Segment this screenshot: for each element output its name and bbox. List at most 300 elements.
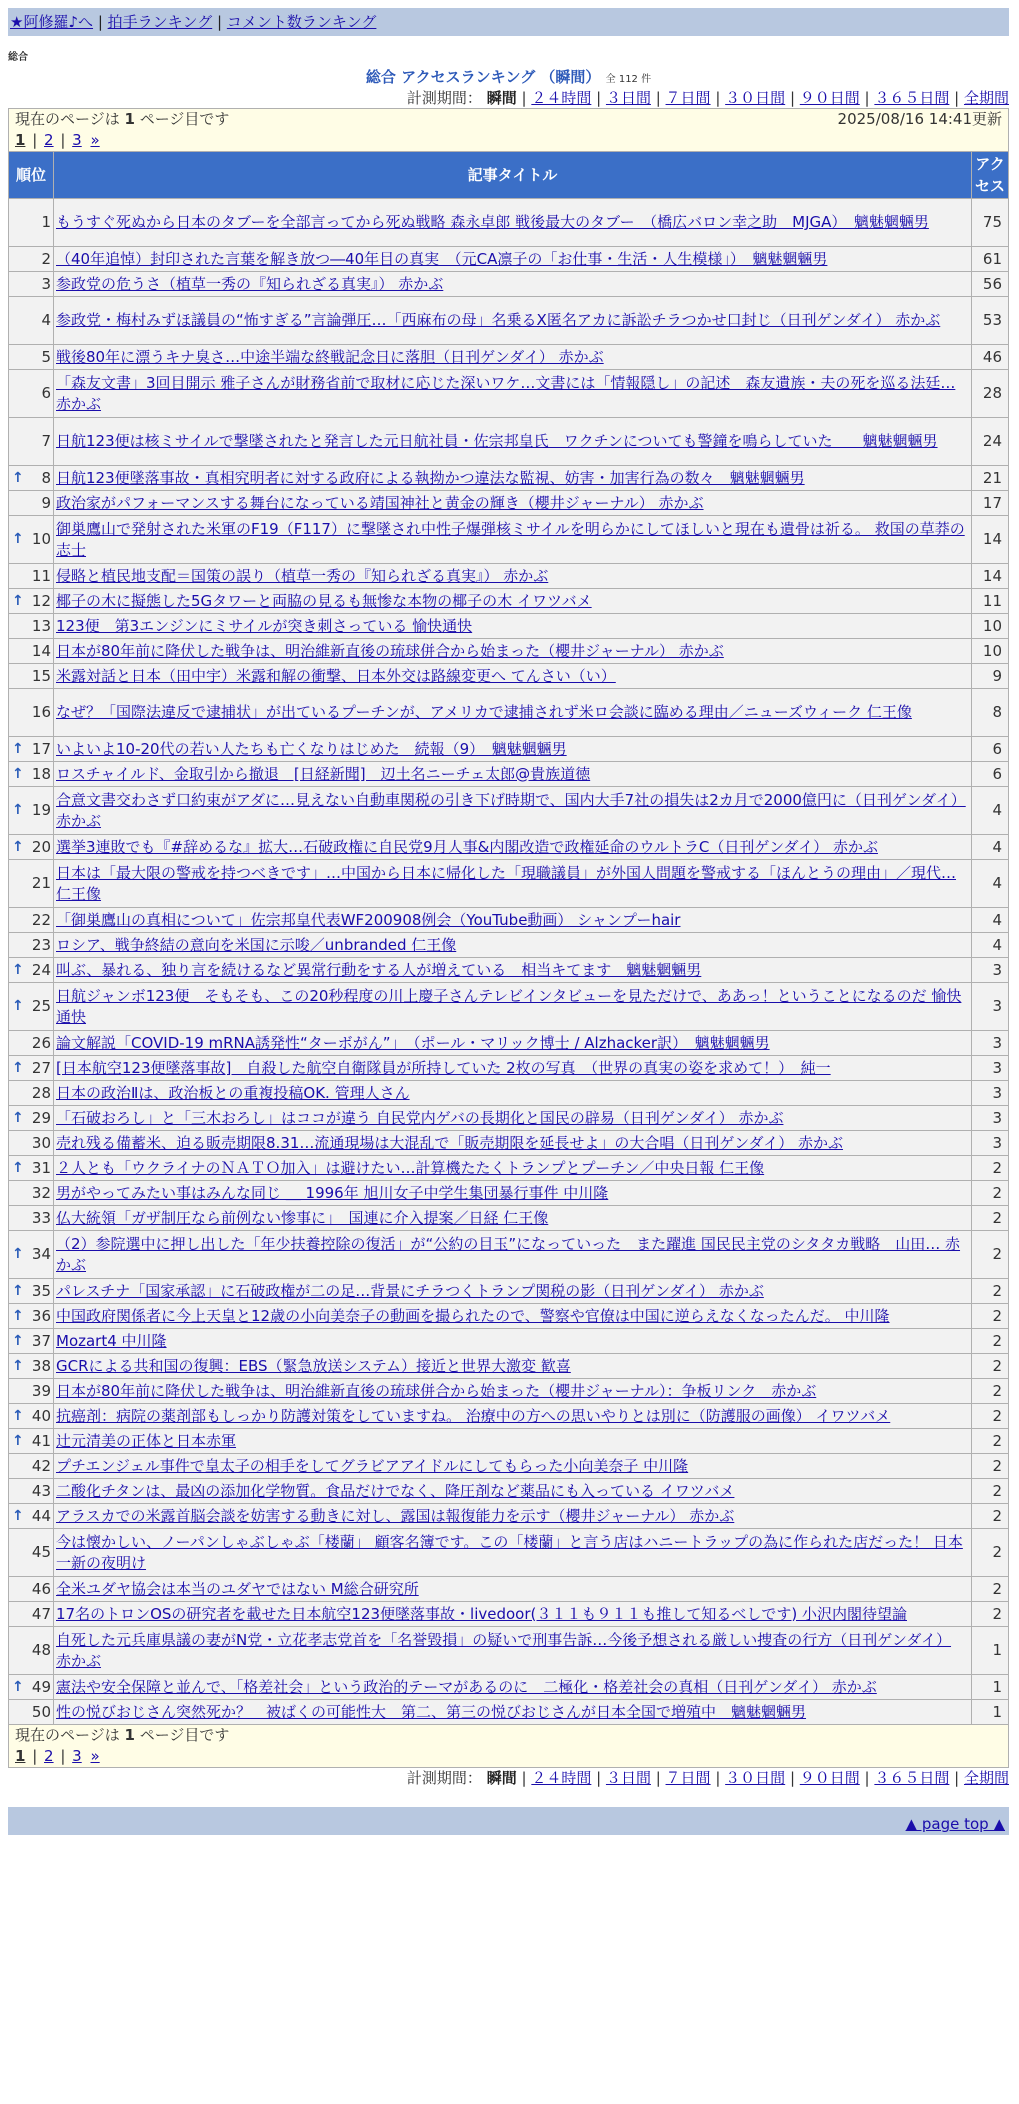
title-cell: [54, 908, 972, 933]
article-link[interactable]: 二酸化チタンは、最凶の添加化学物質。食品だけでなく、降圧剤など薬品にも入っている イワツバメ: [56, 1481, 735, 1500]
period-label: 計測期間：: [406, 89, 482, 107]
home-link[interactable]: ★阿修羅♪へ: [10, 13, 94, 31]
access-count: 56: [971, 272, 1008, 297]
rank-cell: [9, 664, 54, 689]
rank-number: 15: [31, 666, 51, 685]
table-row: [9, 1504, 1009, 1529]
rank-cell: [9, 958, 54, 983]
rank-up-arrow-icon: ↑: [12, 802, 24, 818]
table-row: [9, 1156, 1009, 1181]
title-cell: [54, 1156, 972, 1181]
title-cell: [54, 958, 972, 983]
article-link[interactable]: 「森友文書」3回目開示 雅子さんが財務省前で取材に応じた深いワケ…文書には「情報隠し」の記述 森友遺族・夫の死を巡る法廷… 赤かぶ: [56, 373, 956, 413]
title-cell: [54, 247, 972, 272]
article-link[interactable]: 政治家がパフォーマンスする舞台になっている靖国神社と黄金の輝き（櫻井ジャーナル） 赤かぶ: [56, 493, 704, 512]
rank-cell: [9, 933, 54, 958]
rank-up-arrow-icon: ↑: [12, 765, 24, 782]
period-link[interactable]: ３６５日間: [874, 89, 950, 107]
rank-up-arrow-icon: ↑: [12, 1059, 24, 1076]
rank-cell: [9, 1329, 54, 1354]
table-row: [9, 370, 1009, 418]
ranking-table: [8, 108, 1009, 1768]
table-row: [9, 1354, 1009, 1379]
article-link[interactable]: 叫ぶ、暴れる、独り言を続けるなど異常行動をする人が増えている 相当キてます 魑魅魍魎男: [56, 960, 702, 979]
rank-cell: [9, 1479, 54, 1504]
next-page-link[interactable]: »: [90, 131, 100, 149]
table-row: [9, 1675, 1009, 1700]
article-link[interactable]: 「石破おろし」と「三木おろし」はココが違う 自民党内ゲバの長期化と国民の辟易（日刊ゲンダイ） 赤かぶ: [56, 1108, 784, 1127]
access-count: 2: [971, 1504, 1008, 1529]
rank-cell: [9, 1529, 54, 1577]
table-row: [9, 247, 1009, 272]
rank-cell: [9, 589, 54, 614]
rank-cell: [9, 689, 54, 737]
page-link[interactable]: 3: [72, 131, 82, 149]
rank-cell: [9, 1379, 54, 1404]
rank-number: 8: [41, 468, 51, 487]
title-cell: [54, 1206, 972, 1231]
access-count: 24: [971, 418, 1008, 466]
rank-number: 34: [31, 1245, 51, 1263]
article-link[interactable]: （2）参院選中に押し出した「年少扶養控除の復活」が“公約の目玉”になっていった また躍進 国民民主党のシタタカ戦略 山田… 赤かぶ: [56, 1234, 961, 1274]
period-link[interactable]: ３日間: [605, 1769, 651, 1787]
rank-number: 13: [31, 616, 51, 635]
rank-up-arrow-icon: ↑: [12, 1507, 24, 1524]
rank-number: 33: [31, 1208, 51, 1227]
access-count: 17: [971, 491, 1008, 516]
rank-cell: [9, 1081, 54, 1106]
article-link[interactable]: 侵略と植民地支配＝国策の誤り（植草一秀の『知られざる真実』） 赤かぶ: [56, 566, 549, 585]
access-count: 3: [971, 1131, 1008, 1156]
access-count: 2: [971, 1577, 1008, 1602]
page-wrapper: [8, 8, 1009, 1835]
article-link[interactable]: プチエンジェル事件で皇太子の相手をしてグラビアアイドルにしてもらった小向美奈子 中川隆: [56, 1456, 689, 1475]
article-link[interactable]: パレスチナ「国家承認」に石破政権が二の足…背景にチラつくトランプ関税の影（日刊ゲンダイ） 赤かぶ: [56, 1281, 764, 1300]
page-current: 1: [15, 1747, 26, 1765]
rank-number: 27: [31, 1058, 51, 1077]
table-row: [9, 1627, 1009, 1675]
period-link[interactable]: ３０日間: [725, 1769, 786, 1787]
period-selector-bottom: [8, 1768, 1009, 1788]
rank-number: 4: [41, 311, 51, 329]
title-cell: [54, 1379, 972, 1404]
article-link[interactable]: 日本は「最大限の警戒を持つべきです」…中国から日本に帰化した「現職議員」が外国人問題を警戒する「ほんとうの理由」／現代… 仁王像: [56, 863, 957, 903]
table-row: [9, 1577, 1009, 1602]
rank-number: 18: [31, 764, 51, 783]
table-row: [9, 787, 1009, 835]
comment-ranking-link[interactable]: コメント数ランキング: [226, 13, 377, 31]
rank-up-arrow-icon: ↑: [12, 1109, 24, 1126]
rank-cell: [9, 908, 54, 933]
period-link[interactable]: ３６５日間: [874, 1769, 950, 1787]
title-cell: [54, 664, 972, 689]
title-cell: [54, 860, 972, 908]
table-row: [9, 983, 1009, 1031]
title-cell: [54, 614, 972, 639]
access-count: 4: [971, 787, 1008, 835]
access-count: 3: [971, 1056, 1008, 1081]
title-cell: [54, 689, 972, 737]
table-row: [9, 958, 1009, 983]
article-link[interactable]: 辻元清美の正体と日本赤軍: [56, 1431, 237, 1450]
period-label: 計測期間：: [406, 1769, 482, 1787]
rank-cell: [9, 1675, 54, 1700]
title-cell: [54, 762, 972, 787]
rank-cell: [9, 491, 54, 516]
period-link[interactable]: ９０日間: [799, 1769, 860, 1787]
period-link[interactable]: 全期間: [963, 89, 1009, 107]
table-row: [9, 1279, 1009, 1304]
title-cell: [54, 1354, 972, 1379]
rank-cell: [9, 737, 54, 762]
article-link[interactable]: 戦後80年に漂うキナ臭さ…中途半端な終戦記念日に落胆（日刊ゲンダイ） 赤かぶ: [56, 347, 604, 366]
title-cell: [54, 1304, 972, 1329]
article-link[interactable]: GCRによる共和国の復興：EBS（緊急放送システム）接近と世界大激変 歓喜: [56, 1356, 571, 1375]
rank-number: 16: [31, 703, 51, 721]
table-row: [9, 1181, 1009, 1206]
rank-number: 49: [31, 1677, 51, 1696]
table-row: [9, 1304, 1009, 1329]
rank-up-arrow-icon: ↑: [12, 1307, 24, 1324]
rank-up-arrow-icon: ↑: [12, 1432, 24, 1449]
rank-cell: [9, 1700, 54, 1725]
article-link[interactable]: 日本が80年前に降伏した戦争は、明治維新直後の琉球併合から始まった（櫻井ジャーナル）：争板リンク 赤かぶ: [56, 1381, 817, 1400]
rank-cell: [9, 787, 54, 835]
current-page-text: 現在のページは 1 ページ目です: [15, 1726, 230, 1744]
table-header: [9, 152, 1009, 199]
title-cell: [54, 1404, 972, 1429]
updated-time: 2025/08/16 14:41更新: [837, 110, 1002, 128]
rank-number: 44: [31, 1506, 51, 1525]
rank-number: 3: [41, 274, 51, 293]
article-link[interactable]: アラスカでの米露首脳会談を妨害する動きに対し、露国は報復能力を示す（櫻井ジャーナル） 赤かぶ: [56, 1506, 735, 1525]
period-link[interactable]: ７日間: [665, 1769, 711, 1787]
table-row: [9, 1131, 1009, 1156]
rank-number: 50: [31, 1702, 51, 1721]
table-row: [9, 199, 1009, 247]
rank-cell: [9, 1106, 54, 1131]
access-count: 2: [971, 1231, 1008, 1279]
article-link[interactable]: 抗癌剤：病院の薬剤部もしっかり防護対策をしていますね。 治療中の方への思いやりとは別に（防護服の画像） イワツバメ: [56, 1406, 891, 1425]
rank-cell: [9, 835, 54, 860]
rank-number: 48: [31, 1641, 51, 1659]
page-top-link[interactable]: ▲ page top ▲: [905, 1815, 1005, 1833]
rank-cell: [9, 1602, 54, 1627]
rank-up-arrow-icon: ↑: [12, 961, 24, 978]
rank-number: 9: [41, 493, 51, 512]
article-link[interactable]: 日航ジャンボ123便 そもそも、この20秒程度の川上慶子さんテレビインタビューを見ただけで、ああっ！ということになるのだ 愉快通快: [56, 986, 962, 1026]
article-link[interactable]: もうすぐ死ぬから日本のタブーを全部言ってから死ぬ戦略 森永卓郎 戦後最大のタブー （橋広バロン幸之助 MJGA） 魑魅魍魎男: [56, 213, 929, 231]
access-count: 46: [971, 345, 1008, 370]
title-cell: [54, 418, 972, 466]
article-link[interactable]: 合意文書交わさず口約束がアダに…見えない自動車関税の引き下げ時期で、国内大手7社の損失は2カ月で2000億円に（日刊ゲンダイ） 赤かぶ: [56, 790, 966, 830]
article-link[interactable]: いよいよ10-20代の若い人たちも亡くなりはじめた 続報（9） 魑魅魍魎男: [56, 739, 567, 758]
article-link[interactable]: 仏大統領「ガザ制圧なら前例ない惨事に」 国連に介入提案／日経 仁王像: [56, 1208, 549, 1227]
access-count: 1: [971, 1700, 1008, 1725]
title-cell: [54, 1056, 972, 1081]
rank-cell: [9, 1354, 54, 1379]
table-row: [9, 297, 1009, 345]
page-link[interactable]: 3: [72, 1747, 82, 1765]
access-count: 2: [971, 1304, 1008, 1329]
table-row: [9, 1081, 1009, 1106]
access-count: 2: [971, 1454, 1008, 1479]
period-link[interactable]: 全期間: [963, 1769, 1009, 1787]
article-link[interactable]: 売れ残る備蓄米、迫る販売期限8.31…流通現場は大混乱で「販売期限を延長せよ」の大合唱（日刊ゲンダイ） 赤かぶ: [56, 1133, 843, 1152]
article-link[interactable]: ２人とも「ウクライナのＮＡＴＯ加入」は避けたい…計算機たたくトランプとプーチン／中央日報 仁王像: [56, 1158, 765, 1177]
table-row: [9, 466, 1009, 491]
rank-cell: [9, 272, 54, 297]
rank-cell: [9, 1577, 54, 1602]
access-count: 6: [971, 737, 1008, 762]
period-link[interactable]: ３０日間: [725, 89, 786, 107]
access-count: 28: [971, 370, 1008, 418]
table-row: [9, 516, 1009, 564]
article-link[interactable]: [日本航空123便墜落事故] 自殺した航空自衛隊員が所持していた 2枚の写真 （世界の真実の姿を求めて！） 純一: [56, 1058, 831, 1077]
item-count: 全 112 件: [605, 74, 652, 85]
rank-number: 41: [31, 1431, 51, 1450]
title-cell: [54, 1131, 972, 1156]
title-cell: [54, 491, 972, 516]
rank-cell: [9, 1206, 54, 1231]
article-link[interactable]: 17名のトロンOSの研究者を載せた日本航空123便墜落事故・livedoor(３１１も９１１も推して知るべしです) 小沢内閣待望論: [56, 1604, 908, 1623]
clap-ranking-link[interactable]: 拍手ランキング: [107, 13, 213, 31]
title-cell: [54, 787, 972, 835]
rank-number: 25: [31, 997, 51, 1015]
article-link[interactable]: 男がやってみたい事はみんな同じ ＿ 1996年 旭川女子中学生集団暴行事件 中川隆: [56, 1183, 609, 1202]
access-count: 21: [971, 466, 1008, 491]
title-cell: [54, 983, 972, 1031]
access-count: 8: [971, 689, 1008, 737]
rank-up-arrow-icon: ↑: [12, 592, 24, 609]
article-link[interactable]: 日本が80年前に降伏した戦争は、明治維新直後の琉球併合から始まった（櫻井ジャーナル） 赤かぶ: [56, 641, 724, 660]
rank-cell: [9, 762, 54, 787]
article-link[interactable]: 米露対話と日本（田中宇）米露和解の衝撃、日本外交は路線変更へ てんさい（い）: [56, 666, 616, 685]
rank-up-arrow-icon: ↑: [12, 1282, 24, 1299]
table-row: [9, 1404, 1009, 1429]
table-row: [9, 1056, 1009, 1081]
access-count: 10: [971, 639, 1008, 664]
access-count: 14: [971, 516, 1008, 564]
rank-up-arrow-icon: ↑: [12, 1678, 24, 1695]
title-cell: [54, 370, 972, 418]
rank-number: 7: [41, 432, 51, 450]
rank-number: 29: [31, 1108, 51, 1127]
article-link[interactable]: ロスチャイルド、金取引から撤退 [日経新聞] 辺土名ニーチェ太郎@貴族道徳: [56, 764, 591, 783]
title-cell: [54, 1279, 972, 1304]
page-link[interactable]: 2: [44, 131, 54, 149]
rank-cell: [9, 639, 54, 664]
rank-cell: [9, 1454, 54, 1479]
article-link[interactable]: 日航123便は核ミサイルで撃墜されたと発言した元日航社員・佐宗邦皇氏 ワクチンについても警鐘を鳴らしていた 魑魅魍魎男: [56, 432, 938, 450]
title-cell: [54, 1577, 972, 1602]
article-link[interactable]: Mozart4 中川隆: [56, 1331, 167, 1350]
info-bar-bottom: [9, 1725, 1009, 1768]
title-cell: [54, 1454, 972, 1479]
article-link[interactable]: 性の悦びおじさん突然死か？ 被ばくの可能性大 第二、第三の悦びおじさんが日本全国で増殖中 魑魅魍魎男: [56, 1702, 807, 1721]
title-cell: [54, 1479, 972, 1504]
access-count: 61: [971, 247, 1008, 272]
rank-up-arrow-icon: ↑: [12, 469, 24, 486]
info-bar-top: [9, 109, 1009, 152]
period-link[interactable]: ３日間: [605, 89, 651, 107]
rank-up-arrow-icon: ↑: [12, 531, 24, 547]
title-cell: [54, 564, 972, 589]
article-link[interactable]: 日本の政治Ⅱは、政治板との重複投稿OK. 管理人さん: [56, 1083, 410, 1102]
rank-number: 40: [31, 1406, 51, 1425]
top-nav: [8, 8, 1009, 36]
article-link[interactable]: 全米ユダヤ協会は本当のユダヤではない M総合研究所: [56, 1579, 419, 1598]
page-title: [8, 66, 1009, 88]
title-cell: [54, 1602, 972, 1627]
title-cell: [54, 272, 972, 297]
rank-cell: [9, 1156, 54, 1181]
rank-cell: [9, 1279, 54, 1304]
access-count: 3: [971, 1106, 1008, 1131]
table-row: [9, 1106, 1009, 1131]
access-count: 2: [971, 1429, 1008, 1454]
article-link[interactable]: 日航123便墜落事故・真相究明者に対する政府による執拗かつ違法な監視、妨害・加害行為の数々 魑魅魍魎男: [56, 468, 805, 487]
title-cell: [54, 297, 972, 345]
table-row: [9, 1529, 1009, 1577]
article-link[interactable]: 御巣鷹山で発射された米軍のF19（F117）に撃墜され中性子爆弾核ミサイルを明らかにしてほしいと現在も遺骨は祈る。 救国の草莽の志士: [56, 519, 965, 559]
access-count: 75: [971, 199, 1008, 247]
table-row: [9, 1031, 1009, 1056]
period-links: | ２４時間 | ３日間 | ７日間 | ３０日間 | ９０日間 | ３６５日間 | 全期間: [521, 89, 1009, 107]
table-row: [9, 1454, 1009, 1479]
rank-number: 36: [31, 1306, 51, 1325]
period-links: | ２４時間 | ３日間 | ７日間 | ３０日間 | ９０日間 | ３６５日間 | 全期間: [521, 1769, 1009, 1787]
title-cell: [54, 1675, 972, 1700]
nav-separator: |: [217, 13, 223, 31]
rank-cell: [9, 614, 54, 639]
category-tag: 総合: [8, 52, 28, 63]
table-row: [9, 1206, 1009, 1231]
article-link[interactable]: 参政党・梅村みずほ議員の“怖すぎる”言論弾圧…「西麻布の母」名乗るX匿名アカに訴訟チラつかせ口封じ（日刊ゲンダイ） 赤かぶ: [56, 311, 941, 329]
access-count: 1: [971, 1627, 1008, 1675]
period-selector-top: [8, 88, 1009, 108]
table-row: [9, 272, 1009, 297]
header-rank: 順位: [9, 152, 54, 199]
access-count: 9: [971, 664, 1008, 689]
rank-number: 1: [41, 213, 51, 231]
article-link[interactable]: 参政党の危うさ（植草一秀の『知られざる真実』） 赤かぶ: [56, 274, 444, 293]
title-cell: [54, 933, 972, 958]
access-count: 3: [971, 983, 1008, 1031]
article-link[interactable]: 論文解説「COVID-19 mRNA誘発性“ターボがん”」 （ポール・マリック博士 / Alzhacker訳） 魑魅魍魎男: [56, 1033, 770, 1052]
article-link[interactable]: 自死した元兵庫県議の妻がN党・立花孝志党首を「名誉毀損」の疑いで刑事告訴…今後予想される厳しい捜査の行方（日刊ゲンダイ） 赤かぶ: [56, 1630, 952, 1670]
period-link[interactable]: ７日間: [665, 89, 711, 107]
rank-number: 38: [31, 1356, 51, 1375]
rank-cell: [9, 860, 54, 908]
page-link[interactable]: 2: [44, 1747, 54, 1765]
rank-number: 10: [31, 530, 51, 548]
access-count: 3: [971, 1031, 1008, 1056]
rank-number: 32: [31, 1183, 51, 1202]
rank-number: 24: [31, 960, 51, 979]
access-count: 4: [971, 835, 1008, 860]
title-cell: [54, 1329, 972, 1354]
next-page-link[interactable]: »: [90, 1747, 100, 1765]
article-link[interactable]: 選挙3連敗でも『#辞めるな』拡大…石破政権に自民党9月人事&内閣改造で政権延命のウルトラC（日刊ゲンダイ） 赤かぶ: [56, 837, 878, 856]
current-page-text: 現在のページは 1 ページ目です: [15, 110, 230, 128]
access-count: 2: [971, 1181, 1008, 1206]
rank-number: 19: [31, 801, 51, 819]
rank-number: 11: [31, 566, 51, 585]
rank-cell: [9, 247, 54, 272]
article-link[interactable]: 中国政府関係者に今上天皇と12歳の小向美奈子の動画を撮られたので、警察や官僚は中国に逆らえなくなったんだ。 中川隆: [56, 1306, 890, 1325]
title-cell: [54, 737, 972, 762]
pagination-bottom: 1 | 2 | 3 »: [15, 1747, 100, 1765]
access-count: 4: [971, 933, 1008, 958]
access-count: 2: [971, 1354, 1008, 1379]
article-link[interactable]: 今は懐かしい、ノーパンしゃぶしゃぶ「楼蘭」 顧客名簿です。この「楼蘭」と言う店はハニートラップの為に作られた店だった！ 日本一新の夜明け: [56, 1532, 963, 1572]
period-link[interactable]: ２４時間: [531, 89, 592, 107]
rank-cell: [9, 564, 54, 589]
table-row: [9, 1602, 1009, 1627]
title-cell: [54, 516, 972, 564]
rank-cell: [9, 466, 54, 491]
article-link[interactable]: ロシア、戦争終結の意向を米国に示唆／unbranded 仁王像: [56, 935, 457, 954]
rank-number: 20: [31, 837, 51, 856]
article-link[interactable]: （40年追悼）封印された言葉を解き放つ―40年目の真実 （元CA凛子の「お仕事・生活・人生模様」） 魑魅魍魎男: [56, 249, 828, 268]
rank-number: 31: [31, 1158, 51, 1177]
access-count: 4: [971, 860, 1008, 908]
rank-number: 26: [31, 1033, 51, 1052]
rank-up-arrow-icon: ↑: [12, 1159, 24, 1176]
title-cell: [54, 1081, 972, 1106]
rank-up-arrow-icon: ↑: [12, 838, 24, 855]
table-row: [9, 1329, 1009, 1354]
nav-separator: |: [97, 13, 103, 31]
access-count: 6: [971, 762, 1008, 787]
period-link[interactable]: ２４時間: [531, 1769, 592, 1787]
rank-cell: [9, 1627, 54, 1675]
table-row: [9, 345, 1009, 370]
rank-cell: [9, 1504, 54, 1529]
access-count: 10: [971, 614, 1008, 639]
access-count: 2: [971, 1329, 1008, 1354]
title-cell: [54, 199, 972, 247]
period-link[interactable]: ９０日間: [799, 89, 860, 107]
article-link[interactable]: なぜ？「国際法違反で逮捕状」が出ているプーチンが、アメリカで逮捕されず米ロ会談に臨める理由／ニューズウィーク 仁王像: [56, 703, 912, 721]
rank-cell: [9, 1429, 54, 1454]
article-link[interactable]: 「御巣鷹山の真相について」佐宗邦皇代表WF200908例会（YouTube動画） シャンプーhair: [56, 910, 681, 929]
table-row: [9, 1429, 1009, 1454]
rank-number: 46: [31, 1579, 51, 1598]
page-title-main: 総合 アクセスランキング （瞬間）: [365, 68, 601, 86]
table-row: [9, 1379, 1009, 1404]
table-row: [9, 418, 1009, 466]
table-row: [9, 614, 1009, 639]
article-link[interactable]: 椰子の木に擬態した5Gタワーと両脇の見るも無惨な本物の椰子の木 イワツバメ: [56, 591, 592, 610]
rank-cell: [9, 199, 54, 247]
title-cell: [54, 1700, 972, 1725]
table-row: [9, 564, 1009, 589]
article-link[interactable]: 憲法や安全保障と並んで、「格差社会」という政治的テーマがあるのに 二極化・格差社会の真相（日刊ゲンダイ） 赤かぶ: [56, 1677, 877, 1696]
table-row: [9, 664, 1009, 689]
rank-cell: [9, 297, 54, 345]
rank-number: 23: [31, 935, 51, 954]
access-count: 2: [971, 1479, 1008, 1504]
table-row: [9, 762, 1009, 787]
article-link[interactable]: 123便 第3エンジンにミサイルが突き刺さっている 愉快通快: [56, 616, 473, 635]
ranking-rows: [9, 199, 1009, 1725]
rank-up-arrow-icon: ↑: [12, 1407, 24, 1424]
title-cell: [54, 1231, 972, 1279]
rank-cell: [9, 345, 54, 370]
access-count: 3: [971, 958, 1008, 983]
